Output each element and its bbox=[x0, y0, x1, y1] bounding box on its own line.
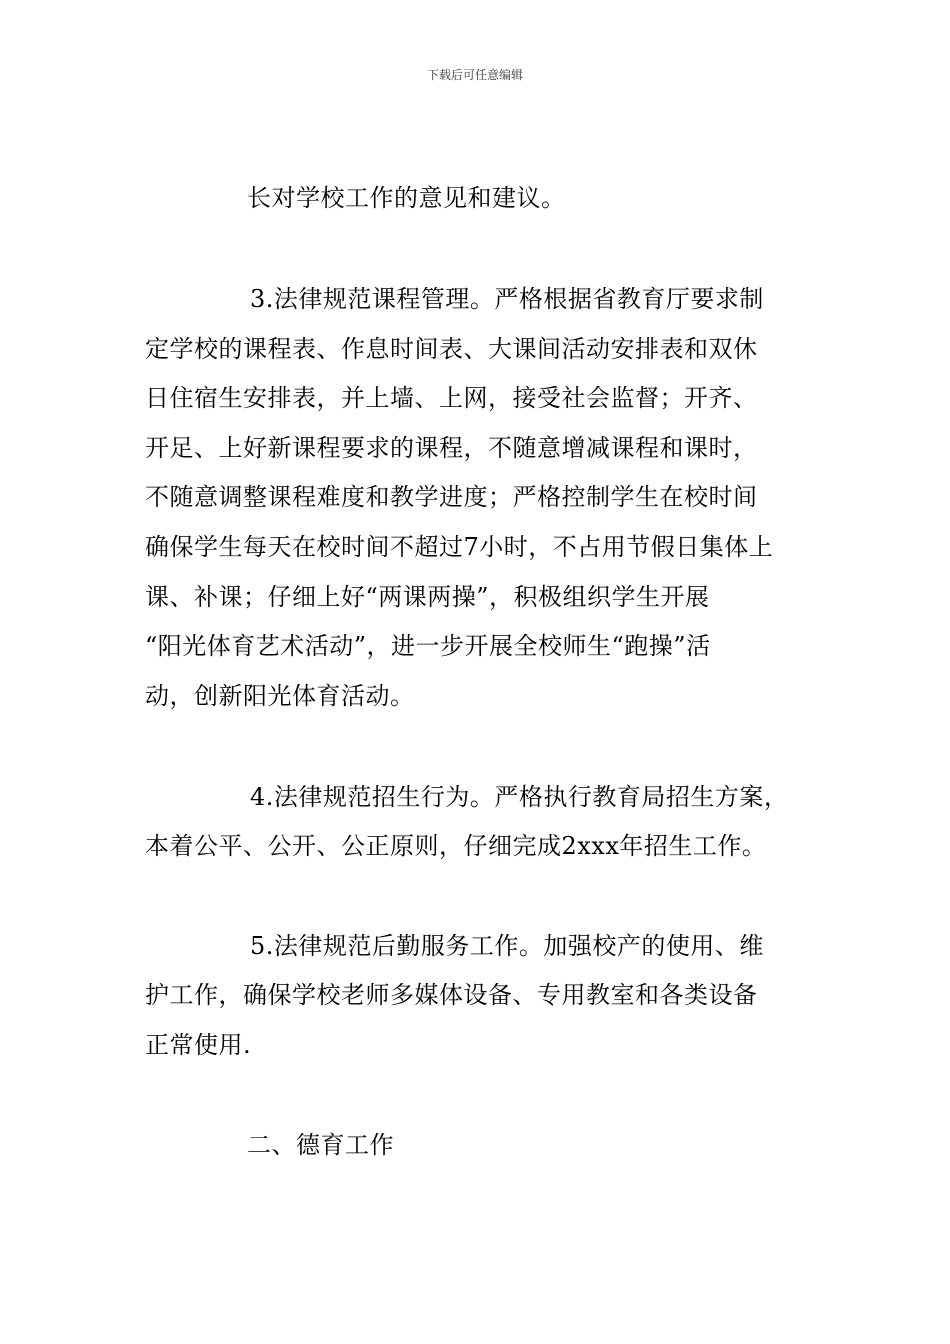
paragraph-3-line-2: 定学校的课程表、作息时间表、大课间活动安排表和双休 bbox=[145, 335, 758, 363]
paragraph-4-line-1: 4.法律规范招生行为。严格执行教育局招生方案， bbox=[250, 783, 789, 811]
paragraph-3-line-4: 开足、上好新课程要求的课程，不随意增减课程和课时， bbox=[145, 434, 758, 462]
paragraph-5-line-2: 护工作，确保学校老师多媒体设备、专用教室和各类设备 bbox=[145, 981, 758, 1009]
paragraph-3-line-1: 3.法律规范课程管理。严格根据省教育厅要求制 bbox=[250, 285, 764, 313]
paragraph-3-line-9: 动，创新阳光体育活动。 bbox=[145, 682, 415, 710]
paragraph-4-line-2: 本着公平、公开、公正原则，仔细完成2xxx年招生工作。 bbox=[145, 832, 767, 860]
paragraph-3-line-5: 不随意调整课程难度和教学进度；严格控制学生在校时间 bbox=[145, 483, 758, 511]
paragraph-3-line-8: “阳光体育艺术活动”，进一步开展全校师生“跑操”活 bbox=[145, 632, 711, 660]
section-heading: 二、德育工作 bbox=[247, 1131, 394, 1159]
paragraph-3-line-3: 日住宿生安排表，并上墙、上网，接受社会监督；开齐、 bbox=[145, 384, 758, 412]
paragraph-3-line-7: 课、补课；仔细上好“两课两操”，积极组织学生开展 bbox=[145, 583, 710, 611]
page-header-note: 下载后可任意编辑 bbox=[426, 68, 523, 82]
continuation-line: 长对学校工作的意见和建议。 bbox=[247, 184, 566, 212]
paragraph-5-line-3: 正常使用. bbox=[145, 1031, 252, 1059]
paragraph-3-line-6: 确保学生每天在校时间不超过7小时，不占用节假日集体上 bbox=[145, 533, 774, 561]
paragraph-5-line-1: 5.法律规范后勤服务工作。加强校产的使用、维 bbox=[250, 932, 764, 960]
